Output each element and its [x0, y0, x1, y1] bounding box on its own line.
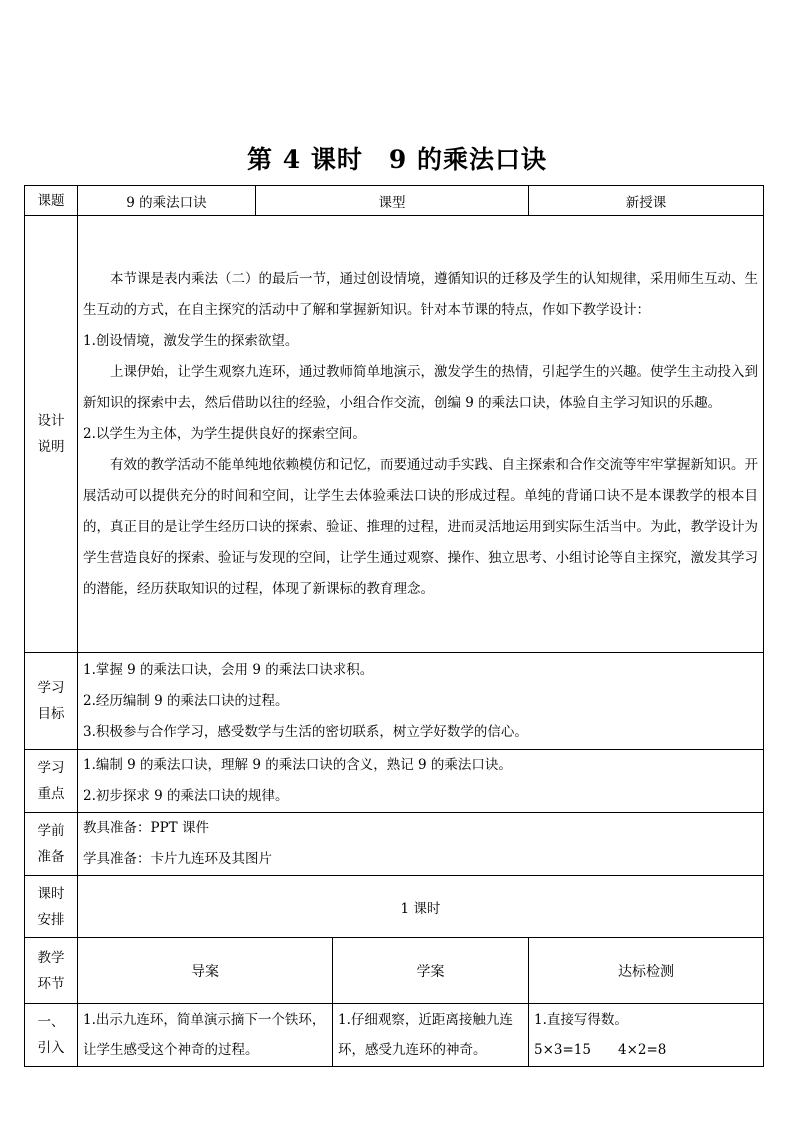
focus-label-line2: 重点 — [37, 786, 65, 802]
lesson-type-label: 课型 — [256, 186, 529, 216]
intro-label-line1: 一、 — [37, 1014, 65, 1030]
page-title: 第 4 课时 9 的乘法口诀 — [247, 145, 547, 174]
design-heading-2: 2.以学生为主体，为学生提供良好的探索空间。 — [83, 425, 366, 442]
goals-row — [25, 653, 764, 750]
goals-label — [25, 653, 78, 750]
intro-check-cell — [529, 1004, 764, 1067]
design-label — [25, 216, 78, 653]
study-column-header: 学案 — [333, 938, 529, 1004]
goals-content — [78, 653, 764, 750]
phase-header-row — [25, 938, 764, 1004]
design-paragraph-1: 本节课是表内乘法（二）的最后一节，通过创设情境，遵循知识的迁移及学生的认知规律，采用师生互动、生生互动的方式，在自主探究的活动中了解和掌握新知识。针对本节课的特点，作如下教学设计： — [83, 270, 758, 318]
prep-label-line1: 学前 — [37, 823, 65, 839]
lesson-plan-table — [24, 185, 764, 1067]
topic-row — [25, 186, 764, 216]
design-label-line1: 设计 — [37, 413, 65, 429]
intro-row — [25, 1004, 764, 1067]
focus-content — [78, 750, 764, 813]
design-paragraph-2: 上课伊始，让学生观察九连环，通过教师简单地演示，激发学生的热情，引起学生的兴趣。使学生主动投入到新知识的探索中去，然后借助以往的经验，小组合作交流，创编 9 的乘法口诀，体验自主学习知识的乐趣。 — [83, 363, 758, 411]
design-label-line2: 说明 — [37, 439, 65, 455]
focus-item: 2.初步探求 9 的乘法口诀的规律。 — [83, 788, 289, 804]
lesson-type-value: 新授课 — [529, 186, 764, 216]
topic-label: 课题 — [25, 186, 78, 216]
design-heading-1: 1.创设情境，激发学生的探索欲望。 — [83, 332, 299, 349]
focus-item: 1.编制 9 的乘法口诀，理解 9 的乘法口诀的含义，熟记 9 的乘法口诀。 — [83, 757, 512, 773]
prep-label-line2: 准备 — [37, 849, 65, 865]
goals-label-line2: 目标 — [37, 706, 65, 722]
goal-item: 2.经历编制 9 的乘法口诀的过程。 — [83, 692, 289, 709]
goal-item: 1.掌握 9 的乘法口诀，会用 9 的乘法口诀求积。 — [83, 661, 374, 678]
prep-content — [78, 813, 764, 876]
schedule-label — [25, 876, 78, 938]
design-content — [78, 216, 764, 653]
schedule-label-line2: 安排 — [37, 911, 65, 928]
goals-label-line1: 学习 — [37, 680, 65, 696]
focus-row — [25, 750, 764, 813]
intro-guide-cell: 1.出示九连环，简单演示摘下一个铁环，让学生感受这个神奇的过程。 — [78, 1004, 333, 1067]
intro-label — [25, 1004, 78, 1067]
guide-column-header: 导案 — [78, 938, 333, 1004]
focus-label — [25, 750, 78, 813]
goal-item: 3.积极参与合作学习，感受数学与生活的密切联系，树立学好数学的信心。 — [83, 723, 528, 740]
phase-label-line2: 环节 — [37, 975, 65, 992]
schedule-label-line1: 课时 — [37, 885, 65, 902]
design-row — [25, 216, 764, 653]
prep-row — [25, 813, 764, 876]
schedule-row — [25, 876, 764, 938]
schedule-value: 1 课时 — [78, 876, 764, 938]
check-item-title: 1.直接写得数。 — [534, 1012, 628, 1028]
prep-item: 教具准备：PPT 课件 — [83, 820, 209, 836]
prep-label — [25, 813, 78, 876]
prep-item: 学具准备：卡片九连环及其图片 — [83, 851, 272, 867]
intro-label-line2: 引入 — [37, 1040, 65, 1056]
phase-label — [25, 938, 78, 1004]
intro-study-cell: 1.仔细观察，近距离接触九连环，感受九连环的神奇。 — [333, 1004, 529, 1067]
focus-label-line1: 学习 — [37, 760, 65, 776]
check-item-equations: 5×3=15 4×2=8 — [534, 1042, 667, 1058]
check-column-header: 达标检测 — [529, 938, 764, 1004]
design-paragraph-3: 有效的教学活动不能单纯地依赖模仿和记忆，而要通过动手实践、自主探索和合作交流等牢牢掌握新知识。开展活动可以提供充分的时间和空间，让学生去体验乘法口诀的形成过程。单纯的背诵口诀不是本课教学的根本目的，真正目的是让学生经历口诀的探索、验证、推理的过程，进而灵活地运用到实际生活当中。为此，教学设计为学生营造良好的探索、验证与发现的空间，让学生通过观察、操作、独立思考、小组讨论等自主探究，激发其学习的潜能，经历获取知识的过程，体现了新课标的教育理念。 — [83, 456, 758, 597]
phase-label-line1: 教学 — [37, 949, 65, 966]
topic-value: 9 的乘法口诀 — [78, 186, 256, 216]
